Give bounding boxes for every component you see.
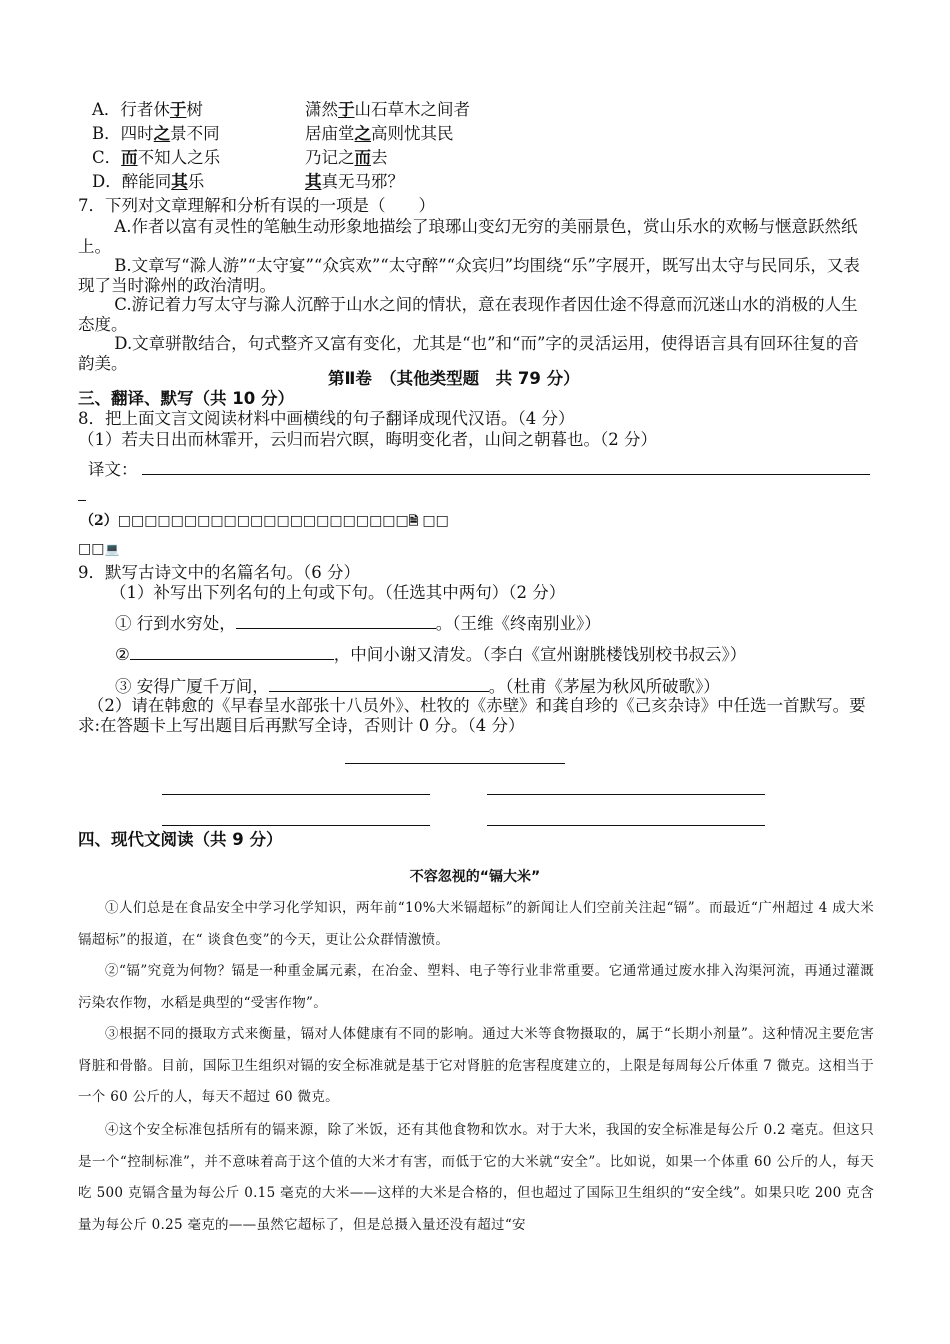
q6-option-c: C．而不知人之乐 xyxy=(92,148,221,167)
article-paragraph-3: ③根据不同的摄取方式来衡量，镉对人体健康有不同的影响。通过大米等食物摄取的，属于“长期小剂量”。这种情况主要危害肾脏和骨骼。目前，国际卫生组织对镉的安全标准就是基于它对肾脏的危害程度建立的，上限是每周每公斤体重 7 微克。这相当于一个 60 公斤的人，每天不超过 60 微克。 xyxy=(78,1026,874,1105)
q9-part2: （2）请在韩愈的《早春呈水部张十八员外》、杜牧的《赤壁》和龚自珍的《己亥杂诗》中任选一首默写。要求:在答题卡上写出题目后再默写全诗，否则计 0 分。（4 分） xyxy=(78,696,866,735)
q9-item-b: ② ，中间小谢又清发。（李白《宣州谢朓楼饯别校书叔云》） xyxy=(115,645,747,664)
fill-blank-b[interactable] xyxy=(130,645,334,660)
poem-line-2-right[interactable] xyxy=(487,825,765,826)
q6-option-a: A．行者休于树 xyxy=(92,100,203,119)
q9-item-c: ③ 安得广厦千万间， 。（杜甫《茅屋为秋风所破歌》） xyxy=(115,677,720,696)
section3-heading: 三、翻译、默写（共 10 分） xyxy=(78,389,294,408)
q7-option-d: D.文章骈散结合，句式整齐又富有变化，尤其是“也”和“而”字的灵活运用，使得语言具有回环往复的音韵美。 xyxy=(78,334,859,373)
part2-title: 第Ⅱ卷 （其他类型题 共 79 分） xyxy=(328,369,580,388)
fill-blank-a[interactable] xyxy=(236,614,436,629)
article-paragraph-2: ②“镉”究竟为何物？镉是一种重金属元素，在冶金、塑料、电子等行业非常重要。它通常通过废水排入沟渠河流，再通过灌溉污染农作物，水稻是典型的“受害作物”。 xyxy=(78,963,874,1011)
translation-answer-line[interactable] xyxy=(142,474,870,475)
computer-icon: 💻 xyxy=(104,542,120,556)
poem-line-1-left[interactable] xyxy=(162,794,430,795)
q6-option-a-right: 潇然于山石草木之间者 xyxy=(305,100,470,119)
garbled-line: □□💻 xyxy=(78,541,120,557)
q6-option-d-right: 其真无马邪？ xyxy=(305,172,404,191)
q7-option-a: A.作者以富有灵性的笔触生动形象地描绘了琅琊山变幻无穷的美丽景色，赏山乐水的欢畅与惬意跃然纸上。 xyxy=(78,217,858,256)
poem-title-line[interactable] xyxy=(345,763,565,764)
fill-blank-c[interactable] xyxy=(269,677,489,692)
q6-option-d: D．醉能同其乐 xyxy=(92,172,205,191)
q8-part2: （2）□□□□□□□□□□□□□□□□□□□□□□🗎 □□ xyxy=(80,513,449,529)
q6-option-c-right: 乃记之而去 xyxy=(305,148,388,167)
q9-item-a: ① 行到水穷处， 。（王维《终南别业》） xyxy=(115,614,601,633)
document-icon: 🗎 xyxy=(408,514,419,528)
article-title: 不容忽视的“镉大米” xyxy=(409,869,541,885)
translate-label: 译文： xyxy=(88,460,138,479)
section4-heading: 四、现代文阅读（共 9 分） xyxy=(78,830,283,849)
article-paragraph-1: ①人们总是在食品安全中学习化学知识，两年前“10%大米镉超标”的新闻让人们空前关注起“镉”。而最近“广州超过 4 成大米镉超标”的报道，在“ 谈食色变”的今天，更让公众群情激愤。 xyxy=(78,900,874,948)
article-paragraph-4: ④这个安全标准包括所有的镉来源，除了米饭，还有其他食物和饮水。对于大米，我国的安全标准是每公斤 0.2 毫克。但这只是一个“控制标准”，并不意味着高于这个值的大米才有害，而低于它的大米就“安全”。比如说，如果一个体重 60 公斤的人，每天吃 500 克镉含量为每公斤 0.15 毫克的大米——这样的大米是合格的，但也超过了国际卫生组织的“安全线”。如果只吃 200 克含量为每公斤 0.25 毫克的——虽然它超标了，但是总摄入量还没有超过“安 xyxy=(78,1122,874,1233)
poem-line-2-left[interactable] xyxy=(162,825,430,826)
q8-part1: （1）若夫日出而林霏开，云归而岩穴瞑，晦明变化者，山间之朝暮也。（2 分） xyxy=(78,430,657,449)
q7-option-b: B.文章写“滁人游”“太守宴”“众宾欢”“太守醉”“众宾归”均围绕“乐”字展开，既写出太守与民同乐，又表现了当时滁州的政治清明。 xyxy=(78,256,860,295)
q7-stem: 7．下列对文章理解和分析有误的一项是（ ） xyxy=(78,196,435,215)
q9-part1: （1）补写出下列名句的上句或下句。（任选其中两句）（2 分） xyxy=(110,583,566,602)
translation-overflow-line xyxy=(78,500,86,501)
q6-option-b: B．四时之景不同 xyxy=(92,124,220,143)
q9-stem: 9．默写古诗文中的名篇名句。（6 分） xyxy=(78,563,360,582)
q8-stem: 8．把上面文言文阅读材料中画横线的句子翻译成现代汉语。（4 分） xyxy=(78,409,575,428)
q6-option-b-right: 居庙堂之高则忧其民 xyxy=(305,124,454,143)
poem-line-1-right[interactable] xyxy=(487,794,765,795)
q7-option-c: C.游记着力写太守与滁人沉醉于山水之间的情状，意在表现作者因仕途不得意而沉迷山水的消极的人生态度。 xyxy=(78,295,858,334)
